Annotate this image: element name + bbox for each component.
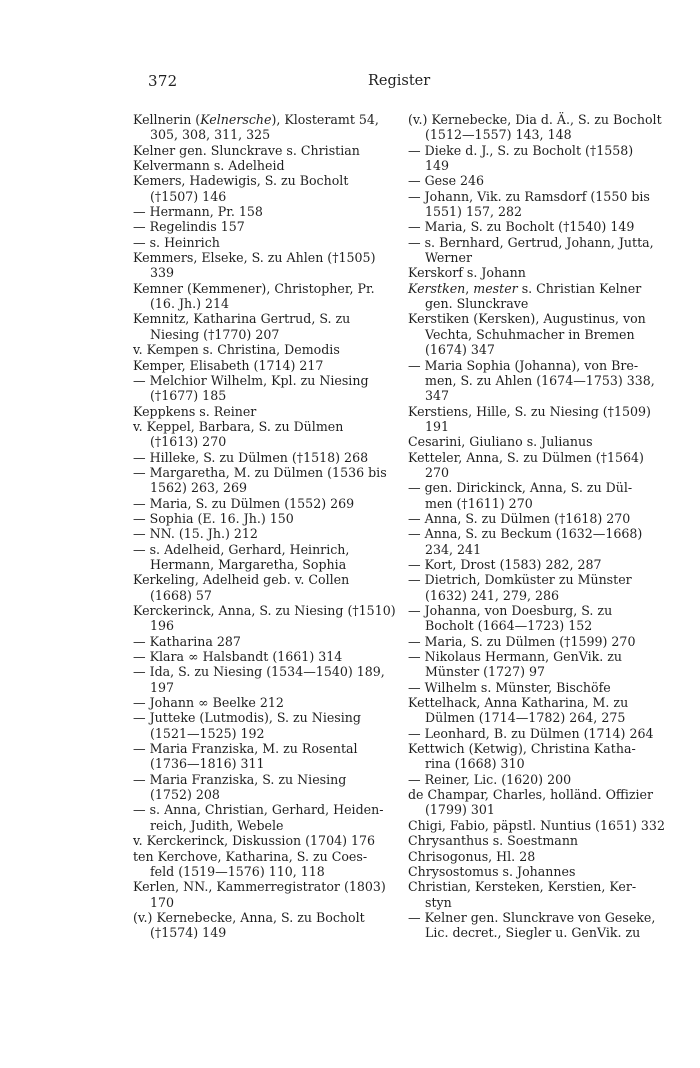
index-entry-line: — Maria Franziska, S. zu Niesing — [133, 771, 347, 787]
page-number: 372 — [148, 72, 178, 90]
index-entry-line: Keppkens s. Reiner — [133, 403, 257, 419]
index-entry-line: — Hermann, Pr. 158 — [133, 204, 263, 220]
index-entry-line: Kerlen, NN., Kammerregistrator (1803) — [133, 879, 386, 895]
index-entry-line: — Margaretha, M. zu Dülmen (1536 bis — [133, 464, 387, 480]
index-entry-line: Kemner (Kemmener), Christopher, Pr. — [133, 280, 375, 296]
index-entry-line: Bocholt (1664—1723) 152 — [425, 618, 593, 634]
index-entry-line: men, S. zu Ahlen (1674—1753) 338, — [425, 372, 655, 388]
index-entry-line: de Champar, Charles, holländ. Offizier — [408, 787, 654, 803]
index-entry-line: Kettelhack, Anna Katharina, M. zu — [408, 695, 629, 711]
index-entry-line: — Anna, S. zu Beckum (1632—1668) — [408, 526, 643, 542]
index-entry-line: — Maria, S. zu Dülmen (†1599) 270 — [408, 633, 636, 649]
index-entry-line: — Jutteke (Lutmodis), S. zu Niesing — [133, 710, 361, 726]
index-entry-line: (†1507) 146 — [150, 188, 227, 204]
index-column-left — [133, 112, 395, 941]
index-entry-line: — Hilleke, S. zu Dülmen (†1518) 268 — [133, 449, 369, 465]
index-entry-line: v. Kempen s. Christina, Demodis — [133, 342, 340, 358]
index-entry-line: — Ida, S. zu Niesing (1534—1540) 189, — [133, 664, 385, 680]
index-entry-line: Kerstiens, Hille, S. zu Niesing (†1509) — [408, 403, 651, 419]
index-entry-line: gen. Slunckrave — [425, 296, 529, 312]
index-entry-line: Kelner gen. Slunckrave s. Christian — [133, 142, 360, 158]
index-entry-line: Kelvermann s. Adelheid — [133, 158, 285, 174]
index-entry-line: — Reiner, Lic. (1620) 200 — [408, 771, 572, 787]
index-entry-line: 191 — [425, 418, 450, 434]
index-entry-line: — Maria Sophia (Johanna), von Bre- — [408, 357, 639, 373]
index-entry-line: 196 — [150, 618, 175, 634]
index-entry-line: (v.) Kernebecke, Anna, S. zu Bocholt — [133, 909, 365, 925]
index-entry-line: — NN. (15. Jh.) 212 — [133, 526, 258, 542]
index-entry-line: reich, Judith, Webele — [150, 817, 284, 833]
index-entry-line: — Regelindis 157 — [133, 219, 245, 235]
index-entry-line: v. Kerckerinck, Diskussion (1704) 176 — [133, 833, 376, 849]
index-entry-line: Vechta, Schuhmacher in Bremen — [425, 326, 635, 342]
index-entry-line: — Leonhard, B. zu Dülmen (1714) 264 — [408, 725, 654, 741]
index-entry-line: — s. Heinrich — [133, 234, 220, 250]
index-entry-line: (1752) 208 — [150, 787, 220, 803]
index-entry-line: ten Kerchove, Katharina, S. zu Coes- — [133, 848, 368, 864]
index-entry-line: rina (1668) 310 — [425, 756, 525, 772]
index-entry-line: (1668) 57 — [150, 587, 212, 603]
index-entry-line: (1632) 241, 279, 286 — [425, 587, 560, 603]
index-entry-line: styn — [425, 894, 452, 910]
index-entry-line: — Johann ∞ Beelke 212 — [133, 695, 284, 711]
index-entry-line: (1512—1557) 143, 148 — [425, 127, 572, 143]
index-entry-line: (†1613) 270 — [150, 434, 227, 450]
index-entry-line: — Kelner gen. Slunckrave von Geseke, — [408, 909, 656, 925]
index-entry-line: — Dieke d. J., S. zu Bocholt (†1558) — [408, 142, 634, 158]
index-entry-line: 339 — [150, 265, 175, 281]
index-entry-line: 197 — [150, 679, 175, 695]
index-entry-line: — Dietrich, Domküster zu Münster — [408, 572, 632, 588]
index-entry-line: — Gese 246 — [408, 173, 485, 189]
index-entry-line: Kemmers, Elseke, S. zu Ahlen (†1505) — [133, 250, 376, 266]
index-entry-line: Kemers, Hadewigis, S. zu Bocholt — [133, 173, 349, 189]
index-entry-line: Münster (1727) 97 — [425, 664, 546, 680]
index-entry-line: — Wilhelm s. Münster, Bischöfe — [408, 679, 611, 695]
index-entry-line: — Maria Franziska, M. zu Rosental — [133, 741, 358, 757]
index-entry-line: (1521—1525) 192 — [150, 725, 265, 741]
index-entry-line: — Kort, Drost (1583) 282, 287 — [408, 556, 602, 572]
index-entry-line: (1736—1816) 311 — [150, 756, 265, 772]
index-entry-line: — s. Anna, Christian, Gerhard, Heiden- — [133, 802, 384, 818]
index-entry-line: Niesing (†1770) 207 — [150, 326, 280, 342]
index-entry-line: Kerskorf s. Johann — [408, 265, 526, 281]
index-entry-line: — Klara ∞ Halsbandt (1661) 314 — [133, 649, 343, 665]
index-entry-line: 234, 241 — [425, 541, 482, 557]
index-entry-line: Chigi, Fabio, päpstl. Nuntius (1651) 332 — [408, 817, 665, 833]
index-entry-line: Kerckerinck, Anna, S. zu Niesing (†1510) — [133, 603, 396, 618]
index-entry-line: Kerkeling, Adelheid geb. v. Collen — [133, 572, 350, 588]
index-entry-line: 1562) 263, 269 — [150, 480, 248, 496]
index-entry-line: — Johanna, von Doesburg, S. zu — [408, 603, 613, 618]
index-entry-line: — Johann, Vik. zu Ramsdorf (1550 bis — [408, 188, 650, 204]
index-entry-line: Hermann, Margaretha, Sophia — [150, 556, 347, 572]
index-entry-line: — Anna, S. zu Dülmen (†1618) 270 — [408, 510, 631, 526]
index-entry-line: — s. Bernhard, Gertrud, Johann, Jutta, — [408, 234, 654, 250]
index-entry-line: (16. Jh.) 214 — [150, 296, 230, 312]
running-head: Register — [368, 73, 431, 89]
index-entry-line: Kellnerin (Kelnersche), Klosteramt 54, — [133, 112, 379, 127]
index-entry-line: — Katharina 287 — [133, 633, 241, 649]
index-entry-line: — gen. Dirickinck, Anna, S. zu Dül- — [408, 480, 633, 496]
index-entry-line: — Melchior Wilhelm, Kpl. zu Niesing — [133, 372, 369, 388]
index-entry-line: Ketteler, Anna, S. zu Dülmen (†1564) — [408, 449, 644, 465]
index-entry-line: — s. Adelheid, Gerhard, Heinrich, — [133, 541, 350, 557]
index-entry-line: Werner — [425, 250, 472, 266]
index-entry-line: Cesarini, Giuliano s. Julianus — [408, 434, 593, 450]
index-entry-line: 270 — [425, 464, 450, 480]
index-entry-line: (v.) Kernebecke, Dia d. Ä., S. zu Bocholt — [408, 112, 662, 127]
index-entry-line: 170 — [150, 894, 175, 910]
index-entry-line: Chrisogonus, Hl. 28 — [408, 848, 536, 864]
index-entry-line: 149 — [425, 158, 450, 174]
index-entry-line: Chrysostomus s. Johannes — [408, 863, 576, 879]
index-entry-line: Chrysanthus s. Soestmann — [408, 833, 579, 849]
index-column-right — [408, 112, 665, 941]
index-entry-line: 347 — [425, 388, 450, 404]
index-entry-line: (1674) 347 — [425, 342, 495, 358]
index-entry-line: — Sophia (E. 16. Jh.) 150 — [133, 510, 294, 526]
index-entry-line: v. Keppel, Barbara, S. zu Dülmen — [133, 418, 344, 434]
index-entry-line: (†1677) 185 — [150, 388, 227, 404]
index-entry-line: (†1574) 149 — [150, 925, 227, 941]
index-entry-line: Kemper, Elisabeth (1714) 217 — [133, 357, 324, 373]
index-entry-line: Kerstken, mester s. Christian Kelner — [408, 280, 642, 296]
index-entry-line: Kerstiken (Kersken), Augustinus, von — [408, 311, 646, 327]
index-entry-line: Lic. decret., Siegler u. GenVik. zu — [425, 925, 641, 941]
index-entry-line: — Maria, S. zu Dülmen (1552) 269 — [133, 495, 355, 511]
index-entry-line: (1799) 301 — [425, 802, 495, 818]
index-entry-line: Kemnitz, Katharina Gertrud, S. zu — [133, 311, 351, 327]
index-entry-line: men (†1611) 270 — [425, 495, 533, 511]
index-entry-line: 1551) 157, 282 — [425, 204, 523, 220]
index-entry-line: Christian, Kersteken, Kerstien, Ker- — [408, 879, 637, 895]
index-entry-line: Kettwich (Ketwig), Christina Katha- — [408, 741, 636, 757]
index-entry-line: Dülmen (1714—1782) 264, 275 — [425, 710, 626, 726]
index-entry-line: — Nikolaus Hermann, GenVik. zu — [408, 649, 623, 665]
index-entry-line: — Maria, S. zu Bocholt (†1540) 149 — [408, 219, 635, 235]
index-entry-line: 305, 308, 311, 325 — [150, 127, 271, 143]
index-entry-line: feld (1519—1576) 110, 118 — [150, 863, 325, 879]
